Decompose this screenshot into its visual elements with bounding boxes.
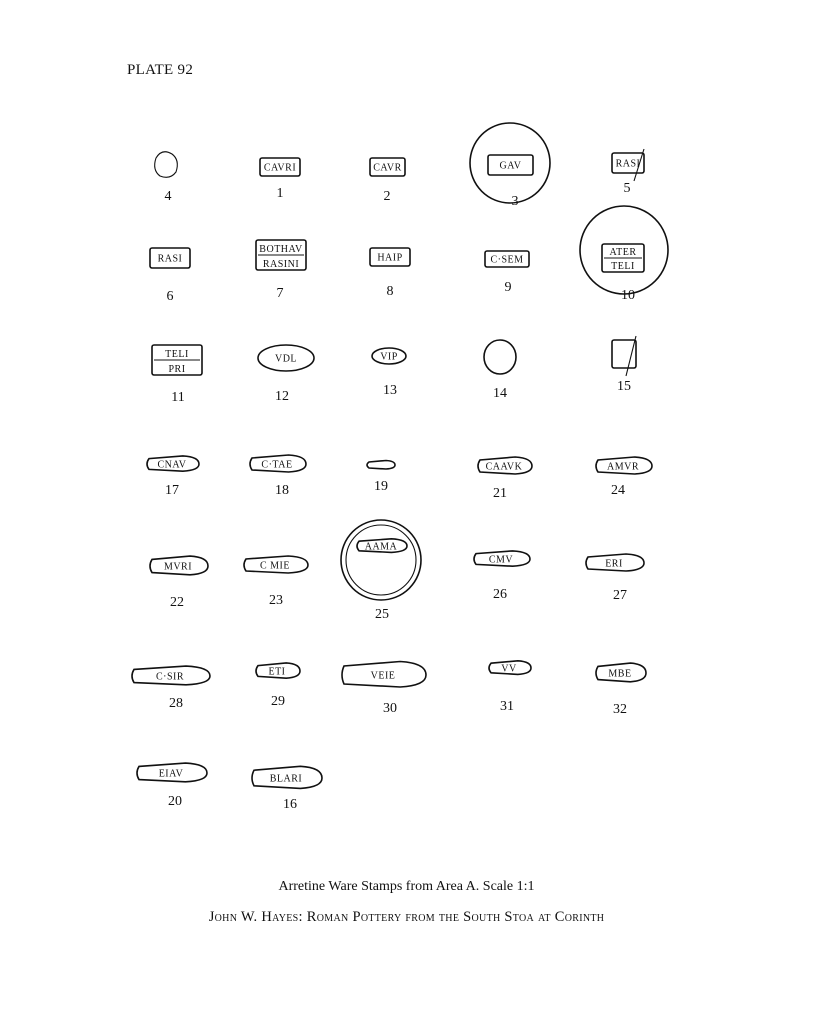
caption-title: Arretine Ware Stamps from Area A. Scale 1:1 (278, 879, 535, 894)
stamp-number: 22 (170, 595, 184, 610)
stamp-number: 32 (613, 702, 627, 717)
stamp-inscription: CAVR (373, 162, 402, 174)
stamp-number: 4 (164, 189, 172, 204)
stamp-number: 24 (611, 483, 625, 498)
stamp-inscription-line2: TELI (611, 261, 635, 272)
stamp-number: 2 (383, 189, 391, 204)
stamp-number: 26 (493, 587, 507, 602)
stamp-number: 1 (276, 186, 284, 201)
stamp-inscription: C·TAE (261, 459, 293, 471)
stamp-number: 23 (269, 593, 283, 608)
stamp-inscription: ATER (609, 247, 637, 258)
stamp-inscription: C·SEM (490, 254, 524, 266)
stamp-inscription: CAAVK (485, 461, 523, 473)
stamp-inscription: ERI (605, 558, 623, 570)
stamp-number: 9 (504, 280, 512, 295)
stamp-number: 12 (275, 389, 289, 404)
stamp-inscription: EIAV (158, 768, 184, 780)
stamp-number: 8 (386, 284, 394, 299)
stamp-inscription: HAIP (377, 252, 403, 264)
stamp-number: 15 (617, 379, 631, 394)
stamp-number: 11 (171, 390, 185, 405)
stamp-number: 13 (383, 383, 397, 398)
stamp-number: 21 (493, 486, 507, 501)
stamp-number: 31 (500, 699, 514, 714)
stamp-inscription: VDL (274, 353, 298, 365)
stamp-inscription: ETI (268, 666, 286, 678)
stamp-number: 7 (276, 286, 284, 301)
stamp-inscription: CAVRI (263, 162, 297, 174)
stamp-inscription: C·SIR (155, 671, 185, 683)
stamp-inscription: VEIE (370, 670, 396, 682)
stamp-number: 17 (165, 483, 179, 498)
stamp-number: 19 (374, 479, 388, 494)
stamp-number: 29 (271, 694, 285, 709)
stamp-inscription: RASI (615, 158, 641, 170)
stamp-inscription: RASI (157, 253, 183, 265)
stamp-number: 10 (621, 288, 635, 303)
stamp-inscription: CMV (488, 554, 514, 566)
stamp-number: 16 (283, 797, 297, 812)
stamp-inscription: C MIE (260, 560, 290, 572)
stamp-number: 18 (275, 483, 289, 498)
caption-credit: John W. Hayes: Roman Pottery from the South Stoa at Corinth (208, 909, 605, 925)
stamp-number: 6 (166, 289, 174, 304)
stamp-inscription: VIP (380, 351, 398, 363)
stamp-inscription: AAMA (364, 541, 398, 553)
stamp-inscription: BLARI (269, 773, 303, 785)
stamp-number: 30 (383, 701, 397, 716)
stamp-inscription: BOTHAV (259, 244, 303, 255)
stamp-inscription: MBE (608, 668, 632, 680)
stamp-inscription: VV (501, 663, 517, 675)
stamp-inscription: CNAV (157, 459, 187, 471)
plate-label: PLATE 92 (127, 62, 194, 78)
stamp-inscription: MVRI (163, 561, 193, 573)
stamp-number: 27 (613, 588, 627, 603)
stamp-inscription: GAV (499, 160, 522, 172)
stamp-inscription: TELI (165, 349, 189, 360)
stamp-inscription: AMVR (606, 461, 640, 473)
stamp-number: 25 (375, 607, 389, 622)
stamp-number: 20 (168, 794, 182, 809)
stamp-number: 3 (511, 194, 519, 209)
stamp-inscription-line2: RASINI (262, 259, 300, 270)
stamp-number: 5 (623, 181, 631, 196)
stamp-number: 14 (493, 386, 507, 401)
stamp-inscription-line2: PRI (168, 364, 186, 375)
stamp-number: 28 (169, 696, 183, 711)
